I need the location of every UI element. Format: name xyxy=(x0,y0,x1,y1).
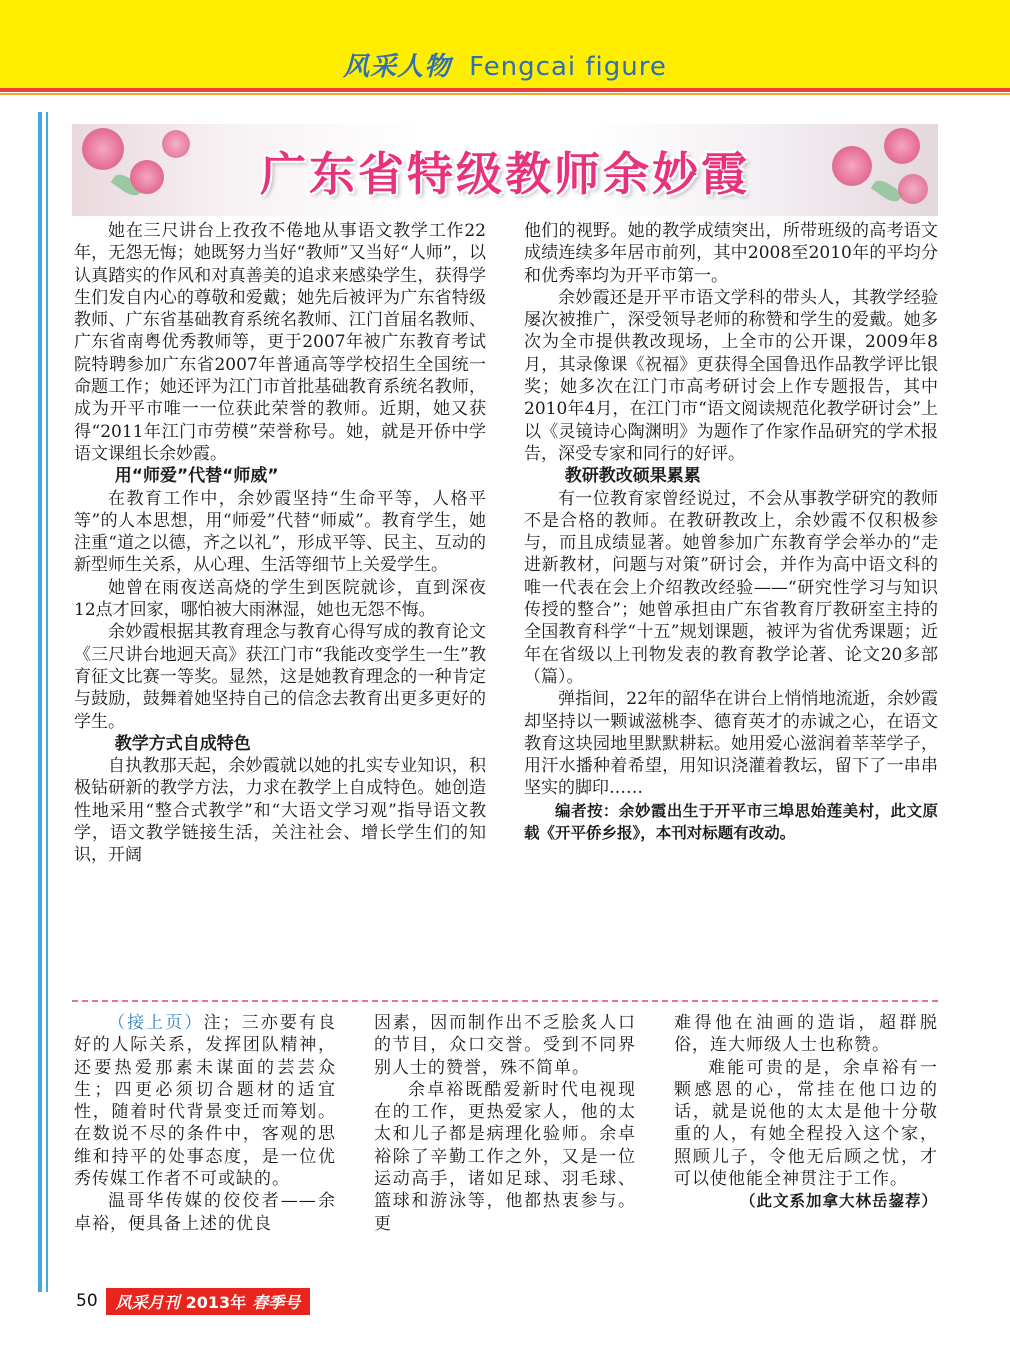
header-rule-orange xyxy=(0,93,1010,95)
section-title-en: Fengcai figure xyxy=(469,52,667,82)
paragraph: 温哥华传媒的佼佼者——余卓裕，便具备上述的优良 xyxy=(74,1191,336,1234)
article-title: 广东省特级教师余妙霞 xyxy=(260,147,750,201)
subheading: 用“师爱”代替“师威” xyxy=(114,466,279,487)
issue-season: 春季号 xyxy=(252,1292,301,1312)
paragraph: 她在三尺讲台上孜孜不倦地从事语文教学工作22年，无怨无悔；她既努力当好“教师”又当好“人师”，以认真踏实的作风和对真善美的追求来感染学生，获得学生们发自内心的尊敬和爱戴；她先后被评为广东省特级教师、广东省基础教育系统名教师、江门首届名教师、广东省南粤优秀教师等，更于2007年被广东教育考试院特聘参加广东省2007年普通高等学校招生全国统一命题工作；她还评为江门市首批基础教育系统名教师，成为开平市唯一一位获此荣誉的教师。近期，她又获得“2011年江门市劳模”荣誉称号。她，就是开侨中学语文课组长余妙霞。 xyxy=(74,221,486,464)
paragraph: 余妙霞还是开平市语文学科的带头人，其教学经验屡次被推广，深受领导老师的称赞和学生的爱戴。她多次为全市提供教改现场，上全市的公开课，2009年8月，其录像课《祝福》更获得全国鲁迅作品教学评比银奖；她多次在江门市高考研讨会上作专题报告，其中2010年4月，在江门市“语文阅读规范化教学研讨会”上以《灵镜诗心陶渊明》为题作了作家作品研究的学术报告，深受专家和同行的好评。 xyxy=(524,287,938,464)
paragraph: 自执教那天起，余妙霞就以她的扎实专业知识，积极钻研新的教学方法，力求在教学上自成特色。她创造性地采用“整合式教学”和“大语文学习观”指导语文教学，语文教学链接生活，关注社会、增长学生们的知识，开阔 xyxy=(74,756,486,866)
continued-label: （接上页） xyxy=(108,1013,204,1033)
paragraph: 他们的视野。她的教学成绩突出，所带班级的高考语文成绩连续多年居市前列，其中2008至2010年的平均分和优秀率均为开平市第一。 xyxy=(524,221,938,286)
paragraph: 她曾在雨夜送高烧的学生到医院就诊，直到深夜12点才回家，哪怕被大雨淋湿，她也无怨不悔。 xyxy=(74,577,486,621)
header-bar xyxy=(0,0,1010,88)
paragraph: 难得他在油画的造诣，超群脱俗，连大师级人士也称赞。 xyxy=(674,1013,938,1056)
editor-note: 编者按：余妙霞出生于开平市三埠思始莲美村，此文原载《开平侨乡报》，本刊对标题有改动。 xyxy=(524,801,938,842)
continued-column-2 xyxy=(374,1012,636,1235)
paragraph: 弹指间，22年的韶华在讲台上悄悄地流逝，余妙霞却坚持以一颗诚滋桃李、德育英才的赤诚之心，在语文教育这块园地里默默耕耘。她用爱心滋润着莘莘学子，用汗水播种着希望，用知识浇灌着教坛，留下了一串串坚实的脚印…… xyxy=(524,689,938,799)
side-rule xyxy=(38,112,42,1292)
subheading: 教研教改硕果累累 xyxy=(564,466,701,487)
continued-column-1 xyxy=(74,1012,336,1235)
subheading: 教学方式自成特色 xyxy=(114,733,251,754)
section-title-cn: 风采人物 xyxy=(343,52,452,82)
section-title xyxy=(0,46,1010,83)
paragraph: 有一位教育家曾经说过，不会从事教学研究的教师不是合格的教师。在教研教改上，余妙霞不仅积极参与，而且成绩显著。她曾参加广东教育学会举办的“走进新教材，问题与对策”研讨会，并作为高中语文科的唯一代表在会上介绍教改经验——“研究性学习与知识传授的整合”；她曾承担由广东省教育厅教研室主持的全国教育科学“十五”规划课题，被评为省优秀课题；近年在省级以上刊物发表的教育教学论著、论文20多部（篇）。 xyxy=(524,488,938,687)
paragraph-text: 注；三亦要有良好的人际关系，发挥团队精神，还要热爱那素未谋面的芸芸众生；四更必须切合题材的适宜性，随着时代背景变迁而筹划。在数说不尽的条件中，客观的思维和持平的处事态度，是一位优秀传媒工作者不可或缺的。 xyxy=(74,1013,337,1190)
article-column-left xyxy=(74,220,486,867)
side-rule-inner xyxy=(46,112,48,1292)
paragraph: 因素，因而制作出不乏脍炙人口的节目，众口交誉。受到不同界别人士的赞誉，殊不简单。 xyxy=(374,1013,636,1078)
page-number: 50 xyxy=(76,1291,98,1311)
continued-column-3 xyxy=(674,1012,938,1213)
page-footer xyxy=(76,1288,310,1314)
paragraph: 难能可贵的是，余卓裕有一颗感恩的心，常挂在他口边的话，就是说他的太太是他十分敬重的人，有她全程投入这个家，照顾儿子，令他无后顾之忧，才可以使他能全神贯注于工作。 xyxy=(674,1057,938,1190)
header-rule-red xyxy=(0,88,1010,92)
magazine-badge xyxy=(106,1288,311,1315)
magazine-name: 风采月刊 xyxy=(115,1292,180,1312)
paragraph: 在教育工作中，余妙霞坚持“生命平等，人格平等”的人本思想，用“师爱”代替“师威”。教育学生，她注重“道之以德，齐之以礼”，形成平等、民主、互动的新型师生关系，从心理、生活等细节上关爱学生。 xyxy=(74,488,486,576)
paragraph: 余卓裕既酷爱新时代电视现在的工作，更热爱家人，他的太太和儿子都是病理化验师。余卓裕除了辛勤工作之外，又是一位运动高手，诸如足球、羽毛球、篮球和游泳等，他都热衷参与。更 xyxy=(374,1079,636,1234)
article-column-right xyxy=(524,220,938,844)
article-banner xyxy=(72,124,938,216)
credit-line: （此文系加拿大林岳鋆荐） xyxy=(739,1192,938,1211)
paragraph xyxy=(74,1012,336,1190)
paragraph: 余妙霞根据其教育理念与教育心得写成的教育论文《三尺讲台地迥天高》获江门市“我能改变学生一生”教育征文比赛一等奖。显然，这是她教育理念的一种肯定与鼓励，鼓舞着她坚持自己的信念去教育出更多更好的学生。 xyxy=(74,622,486,732)
section-divider xyxy=(72,1000,938,1002)
issue-year: 2013年 xyxy=(185,1292,247,1312)
